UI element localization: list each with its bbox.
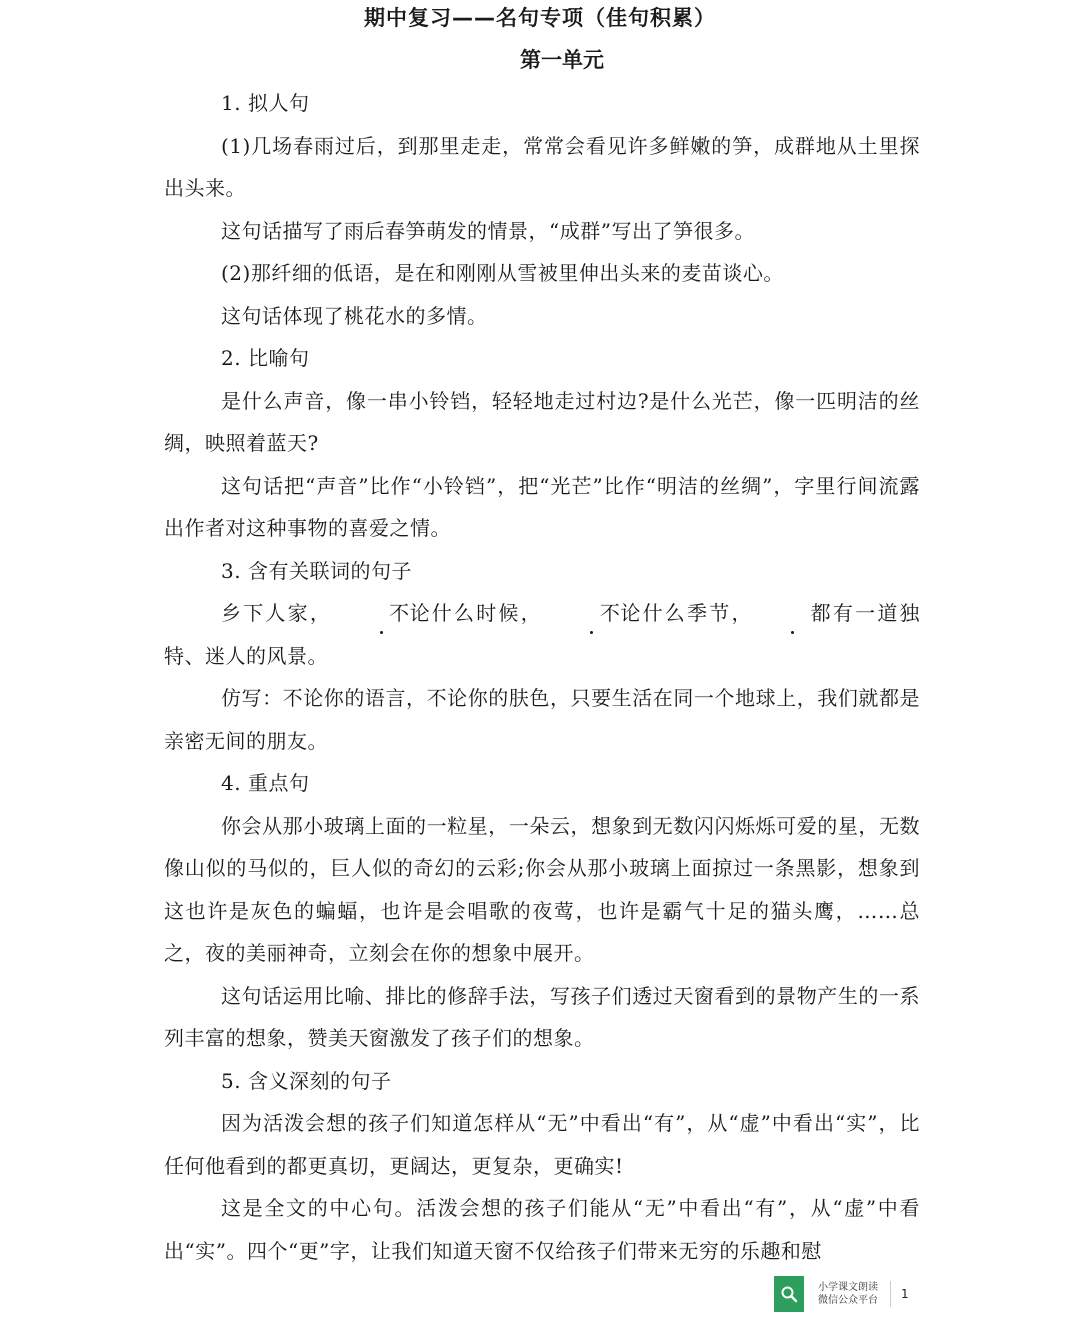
- unit-title: 第一单元: [520, 48, 604, 72]
- paragraph: 这句话运用比喻、排比的修辞手法，写孩子们透过天窗看到的景物产生的一系列丰富的想象，赞美天窗激发了孩子们的想象。: [164, 983, 920, 1050]
- emphasis-keyword: 不论: [543, 592, 641, 635]
- section-heading: 4. 重点句: [221, 771, 310, 795]
- paragraph: 是什么声音，像一串小铃铛，轻轻地走过村边?是什么光芒，像一匹明洁的丝绸，映照着蓝天?: [164, 388, 920, 455]
- paragraph: (2)那纤细的低语，是在和刚刚从雪被里伸出头来的麦苗谈心。: [221, 261, 784, 285]
- paragraph: 仿写：不论你的语言，不论你的肤色，只要生活在同一个地球上，我们就都是亲密无间的朋友。: [164, 686, 920, 753]
- paragraph: 因为活泼会想的孩子们知道怎样从“无”中看出“有”，从“虚”中看出“实”，比任何他看到的都更真切，更阔达，更复杂，更确实!: [164, 1111, 920, 1178]
- paragraph: 这是全文的中心句。活泼会想的孩子们能从“无”中看出“有”，从“虚”中看出“实”。四个“更”字，让我们知道天窗不仅给孩子们带来无穷的乐趣和慰: [164, 1196, 920, 1263]
- paragraph: 这句话描写了雨后春笋萌发的情景，“成群”写出了笋很多。: [221, 218, 755, 243]
- example-text: 有一道独特、迷人的风景。: [164, 601, 921, 668]
- document-title: 期中复习——名句专项（佳句积累）: [364, 6, 716, 30]
- paragraph: 这句话把“声音”比作“小铃铛”，把“光芒”比作“明洁的丝绸”，字里行间流露出作者对这种事物的喜爱之情。: [164, 473, 920, 540]
- section-heading: 3. 含有关联词的句子: [221, 558, 412, 583]
- paragraph: (1)几场春雨过后，到那里走走，常常会看见许多鲜嫩的笋，成群地从土里探出头来。: [164, 133, 920, 200]
- example-text: 乡下人家，: [221, 601, 333, 625]
- paragraph: 你会从那小玻璃上面的一粒星，一朵云，想象到无数闪闪烁烁可爱的星，无数像山似的马似的，巨人似的奇幻的云彩;你会从那小玻璃上面掠过一条黑影，想象到这也许是灰色的蝙蝠，也许是会唱歌的夜莺，也许是霸气十足的猫头鹰，……总之，夜的美丽神奇，立刻会在你的想象中展开。: [164, 813, 920, 965]
- paragraph: 这句话体现了桃花水的多情。: [221, 303, 488, 328]
- example-sentence: [164, 592, 920, 677]
- section-heading: 2. 比喻句: [221, 346, 310, 370]
- section-heading: 5. 含义深刻的句子: [221, 1068, 392, 1093]
- example-text: 什么时候，: [430, 601, 543, 625]
- emphasis-keyword: 都: [754, 592, 832, 635]
- search-icon: [780, 1285, 798, 1303]
- document-body: [164, 82, 920, 1272]
- badge-line: 小学课文朗读: [818, 1282, 878, 1293]
- badge-text: [818, 1281, 891, 1307]
- badge-line: 微信公众平台: [818, 1295, 878, 1306]
- section-heading: 1. 拟人句: [221, 91, 310, 115]
- footer-badge: [774, 1276, 909, 1312]
- page-number: 1: [901, 1287, 909, 1301]
- example-text: 什么季节，: [640, 601, 754, 625]
- badge-logo: [774, 1276, 804, 1312]
- emphasis-keyword: 不论: [332, 592, 430, 635]
